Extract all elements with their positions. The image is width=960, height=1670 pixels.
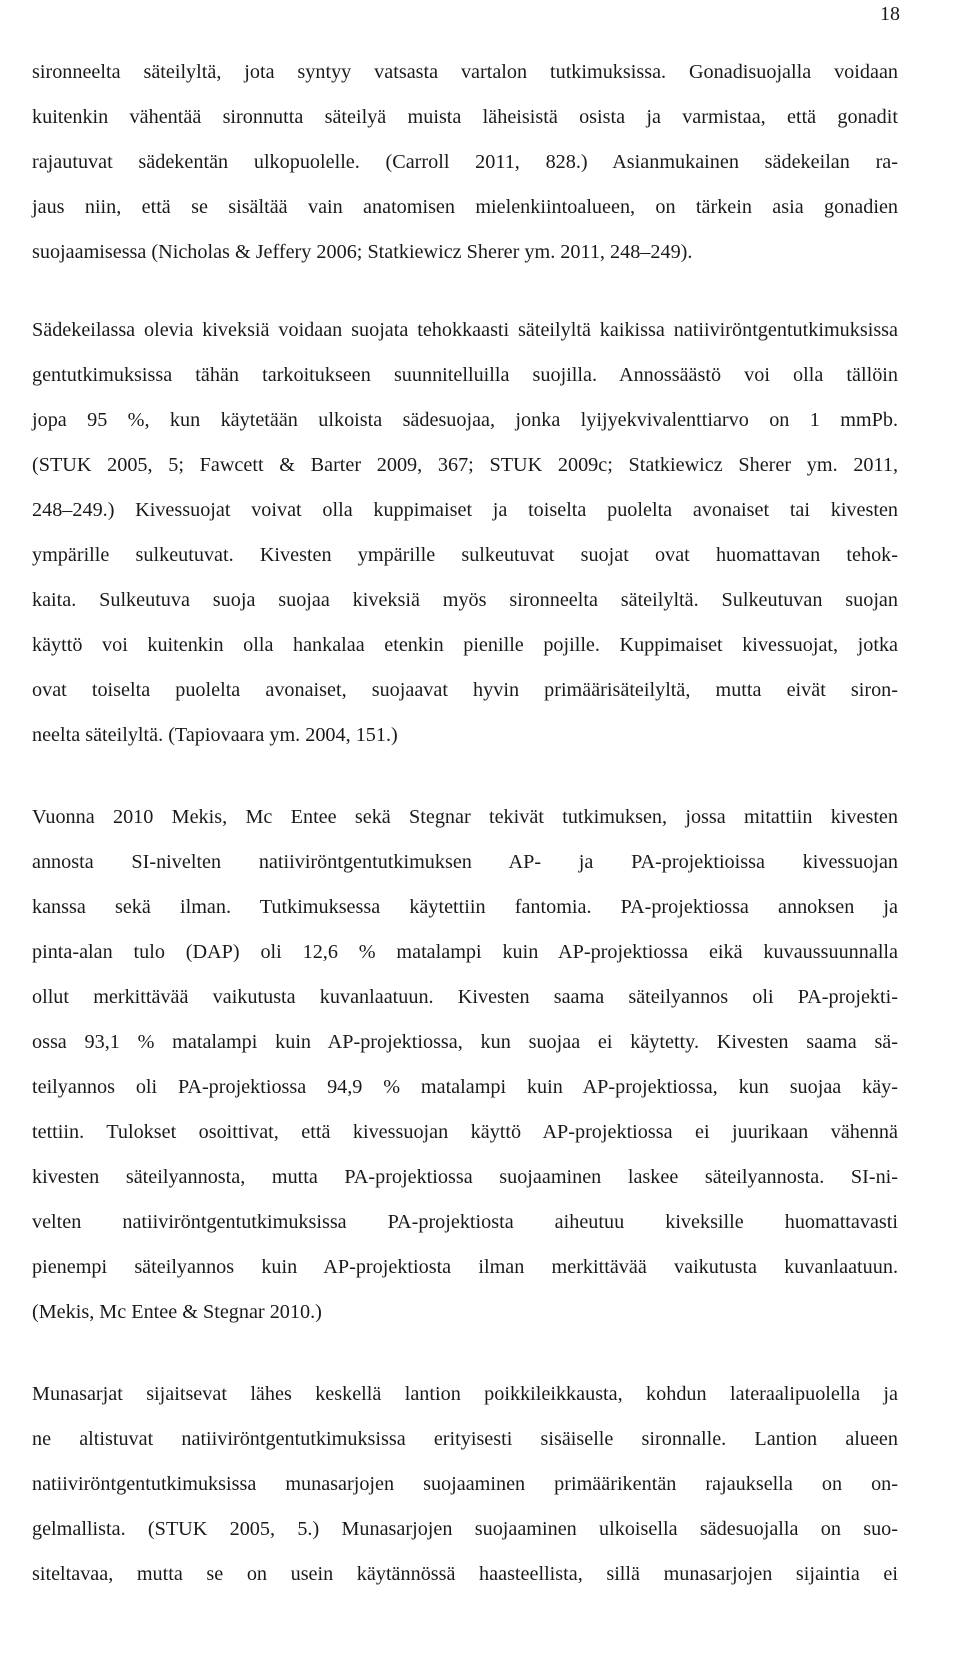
text-line: ossa 93,1 % matalampi kuin AP-projektiossa, kun suojaa ei käytetty. Kivesten saama sä- [32, 1031, 898, 1053]
text-line: rajautuvat sädekentän ulkopuolelle. (Carroll 2011, 828.) Asianmukainen sädekeilan ra- [32, 151, 898, 173]
text-line: tettiin. Tulokset osoittivat, että kivessuojan käyttö AP-projektiossa ei juurikaan vähennä [32, 1121, 898, 1143]
paragraph-gap [32, 1335, 898, 1372]
text-line: pinta-alan tulo (DAP) oli 12,6 % matalampi kuin AP-projektiossa eikä kuvaussuunnalla [32, 941, 898, 963]
text-line: kaita. Sulkeutuva suoja suojaa kiveksiä myös sironneelta säteilyltä. Sulkeutuvan suojan [32, 589, 898, 611]
text-line: jaus niin, että se sisältää vain anatomisen mielenkiintoalueen, on tärkein asia gonadien [32, 196, 898, 218]
text-line: siteltavaa, mutta se on usein käytännössä haasteellista, sillä munasarjojen sijaintia ei [32, 1563, 898, 1585]
text-line: sironneelta säteilyltä, jota syntyy vatsasta vartalon tutkimuksissa. Gonadisuojalla voidaan [32, 61, 898, 83]
paragraph-testicle-shields [32, 308, 898, 758]
text-line: (STUK 2005, 5; Fawcett & Barter 2009, 367; STUK 2009c; Statkiewicz Sherer ym. 2011, [32, 454, 898, 476]
paragraph-gonad-shielding [32, 50, 898, 275]
text-line: ne altistuvat natiiviröntgentutkimuksissa erityisesti sisäiselle sironnalle. Lantion alueen [32, 1428, 898, 1450]
text-line: Sädekeilassa olevia kiveksiä voidaan suojata tehokkaasti säteilyltä kaikissa natiiviröntgentutkimuksissa [32, 319, 898, 341]
text-line: gelmallista. (STUK 2005, 5.) Munasarjojen suojaaminen ulkoisella sädesuojalla on suo- [32, 1518, 898, 1540]
text-line: ympärille sulkeutuvat. Kivesten ympärille sulkeutuvat suojat ovat huomattavan tehok- [32, 544, 898, 566]
text-line: jopa 95 %, kun käytetään ulkoista sädesuojaa, jonka lyijyekvivalenttiarvo on 1 mmPb. [32, 409, 898, 431]
text-line: käyttö voi kuitenkin olla hankalaa etenkin pienille pojille. Kuppimaiset kivessuojat, jotka [32, 634, 898, 656]
text-line: Munasarjat sijaitsevat lähes keskellä lantion poikkileikkausta, kohdun lateraalipuolella ja [32, 1383, 898, 1405]
body-text [32, 50, 898, 1597]
page-number: 18 [880, 3, 900, 25]
text-line: teilyannos oli PA-projektiossa 94,9 % matalampi kuin AP-projektiossa, kun suojaa käy- [32, 1076, 898, 1098]
paragraph-mekis-study [32, 795, 898, 1335]
text-line: velten natiiviröntgentutkimuksissa PA-projektiosta aiheutuu kiveksille huomattavasti [32, 1211, 898, 1233]
text-line: kivesten säteilyannosta, mutta PA-projektiossa suojaaminen laskee säteilyannosta. SI-ni- [32, 1166, 898, 1188]
text-line: pienempi säteilyannos kuin AP-projektiosta ilman merkittävää vaikutusta kuvanlaatuun. [32, 1256, 898, 1278]
text-line: natiiviröntgentutkimuksissa munasarjojen suojaaminen primäärikentän rajauksella on on- [32, 1473, 898, 1495]
paragraph-ovaries [32, 1372, 898, 1597]
text-line: annosta SI-nivelten natiiviröntgentutkimuksen AP- ja PA-projektioissa kivessuojan [32, 851, 898, 873]
text-line: 248–249.) Kivessuojat voivat olla kuppimaiset ja toiselta puolelta avonaiset tai kivesten [32, 499, 898, 521]
text-line: Vuonna 2010 Mekis, Mc Entee sekä Stegnar tekivät tutkimuksen, jossa mitattiin kivesten [32, 806, 898, 828]
paragraph-gap [32, 275, 898, 308]
paragraph-gap [32, 758, 898, 795]
text-line: ovat toiselta puolelta avonaiset, suojaavat hyvin primäärisäteilyltä, mutta eivät siron- [32, 679, 898, 701]
text-line: ollut merkittävää vaikutusta kuvanlaatuun. Kivesten saama säteilyannos oli PA-projekti- [32, 986, 898, 1008]
text-line: kanssa sekä ilman. Tutkimuksessa käytettiin fantomia. PA-projektiossa annoksen ja [32, 896, 898, 918]
text-line: neelta säteilyltä. (Tapiovaara ym. 2004, 151.) [32, 724, 398, 746]
text-line: gentutkimuksissa tähän tarkoitukseen suunnitelluilla suojilla. Annossäästö voi olla tällöin [32, 364, 898, 386]
text-line: kuitenkin vähentää sironnutta säteilyä muista läheisistä osista ja varmistaa, että gonadit [32, 106, 898, 128]
text-line: (Mekis, Mc Entee & Stegnar 2010.) [32, 1301, 322, 1323]
text-line: suojaamisessa (Nicholas & Jeffery 2006; Statkiewicz Sherer ym. 2011, 248–249). [32, 241, 693, 263]
